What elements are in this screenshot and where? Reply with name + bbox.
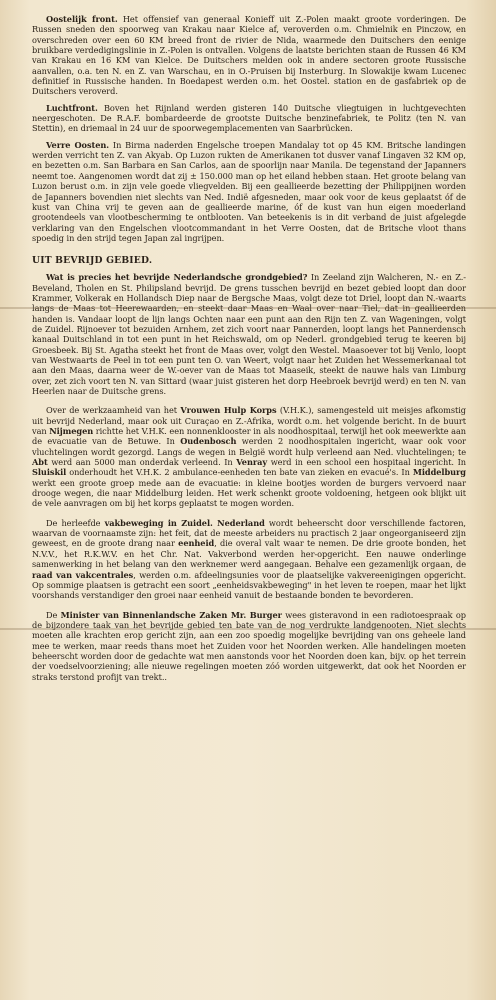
bold-phrase: Oudenbosch <box>180 436 237 447</box>
bold-phrase: Middelburg <box>412 467 466 478</box>
bold-phrase: Abt <box>32 457 48 468</box>
text-run: , werden o.m. afdeelingsunies voor de plaatselijke vakvereenigingen opgericht. Op sommige plaatsen is getracht een soort „eenheidsvakbeweging" in het leven te roepen, maar het lijkt voorshands verstandiger den groei naar eenheid vanuit de bestaande bonden te bevorderen. <box>32 569 466 601</box>
text-run: werd aan 5000 man onderdak verleend. In <box>47 457 237 468</box>
paragraph <box>32 405 466 508</box>
article-body <box>32 14 466 682</box>
text-run: De herleefde <box>46 517 105 528</box>
text-run: richtte het V.H.K. een nonnenklooster in als noodhospitaal, terwijl het ook meewerkte aan de evacuatie van de Betuwe. In <box>32 426 467 447</box>
paper-fold-line <box>0 307 496 309</box>
bold-phrase: Wat is precies het bevrijde Nederlandsche grondgebied? <box>46 272 308 283</box>
text-run: Over de werkzaamheid van het <box>46 405 181 416</box>
text-run: (V.H.K.), samengesteld uit meisjes afkomstig uit bevrijd Nederland, maar ook uit Curaçao en Z.-Afrika, wordt o.m. het volgende bericht. In de buurt van <box>32 405 466 437</box>
paragraph <box>32 610 466 682</box>
paragraph <box>32 103 466 134</box>
paragraph <box>32 140 466 243</box>
bold-phrase: eenheid <box>178 538 215 549</box>
text-run: wordt beheerscht door verschillende factoren, waarvan de voornaamste zijn: het feit, dat de meeste arbeiders nu practisch 2 jaar ongeorganiseerd zijn geweest, en de groote drang naar <box>32 517 466 549</box>
text-run: In Birma naderden Engelsche troepen Mandalay tot op 45 KM. Britsche landingen werden verricht ten Z. van Akyab. Op Luzon rukten de Amerikanen tot dusver vanaf Lingaven 32 KM op, en bezetten o.m. San Barbara en San Carlos, aan de spoorlijn naar Manila. De tegenstand der Japanners neemt toe. Aangenomen wordt dat zij ± 150.000 man op het eiland hebben staan. Het groote belang van Luzon berust o.m. in zijn vele goede vliegvelden. Bij een geallieerde bezetting der Philippijnen worden de Japanners bovendien niet slechts van Ned. Indië afgesneden, maar ook voor de keus geplaatst óf de kust van China vrij te geven aan de geallieerde marine, óf de kust van hun eigen moederland grootendeels van vlootbescherming te ontblooten. Van beteekenis is in dit verband de juist afgelegde verklaring van den Engelschen vlootcommandant in het Verre Oosten, dat de Britsche vloot thans spoedig in den strijd tegen Japan zal ingrijpen. <box>32 139 466 243</box>
bold-phrase: Sluiskil <box>32 467 67 478</box>
section-heading: UIT BEVRIJD GEBIED. <box>32 255 153 267</box>
bold-phrase: Verre Oosten. <box>46 139 110 150</box>
text-run: , die overal valt waar te nemen. De drie groote bonden, het N.V.V., het R.K.W.V. en het Chr. Nat. Vakverbond werden her-opgericht. Een nauwe onderlinge samenwerking in het belang van den werknemer werd aangegaan. Behalve een gezamenlijk orgaan, de <box>32 538 466 570</box>
bold-phrase: Oostelijk front. <box>46 14 118 24</box>
bold-phrase: Vrouwen Hulp Korps <box>180 405 277 416</box>
paper-fold-line <box>0 628 496 630</box>
paragraph <box>32 14 466 97</box>
paragraph <box>32 518 466 601</box>
paragraph <box>32 272 466 396</box>
text-run: werd in een school een hospitaal ingericht. In <box>267 457 466 468</box>
bold-phrase: Nijmegen <box>49 426 94 437</box>
text-run: werden 2 noodhospitalen ingericht, waar ook voor vluchtelingen wordt gezorgd. Langs de wegen in België wordt hulp verleend aan Ned. vluchtelingen; te <box>32 436 466 457</box>
text-run: De <box>46 609 61 620</box>
text-run: werkt een groote groep mede aan de evacuatie: in kleine bootjes worden de burgers vervoerd naar droogе wegen, die naar Middelburg leiden. Het werk schenkt groote voldoening, hetgeen ook blijkt uit de vele aanvragen om bij het korps geplaatst te mogen worden. <box>32 477 466 509</box>
text-run: Boven het Rijnland werden gisteren 140 Duitsche vliegtuigen in luchtgevechten neergeschoten. De R.A.F. bombardeerde de grootste Duitsche benzinefabriek, te Politz (ten N. van Stettin), en driemaal in 24 uur de spoorwegemplacementen van Saarbrücken. <box>32 102 466 134</box>
bold-phrase: Minister van Binnenlandsche Zaken Mr. Burger <box>60 609 282 620</box>
text-run: wees gisteravond in een radiotoespraak op de bijzondere taak van het bevrijde gebied ten bate van de nog verdrukte landgenooten. Niet slechts moeten alle krachten erop gericht zijn, aan een zoo spoedig mogelijke bevrijding van ons geheele land mee te werken, maar reeds thans moet het Zuiden voor het Noorden werken. Alle handelingen moeten beheerscht worden door de gedachte wat men aanstonds voor het Noorden doen kan, bijv. op het terrein der voedselvoorziening; alle nieuwe regelingen moeten zóó worden uitgewerkt, dat ook het Noorden er straks terstond profijt van trekt.. <box>32 609 466 682</box>
bold-phrase: Venray <box>236 457 268 468</box>
bold-phrase: raad van vakcentrales <box>32 569 134 580</box>
text-run: onderhoudt het V.H.K. 2 ambulance-eenheden ten bate van zieken en evacué's. In <box>66 467 413 478</box>
bold-phrase: Luchtfront. <box>46 102 98 113</box>
text-run: In Zeeland zijn Walcheren, N.- en Z.-Beveland, Tholen en St. Philipsland bevrijd. De grens tusschen bevrijd en bezet gebied loopt dan door Krammer, Volkerak en Hollandsch Diep naar de Bergsche Maas, volgt deze tot Driel, loopt dan N.-waarts langs de Maas tot Heerewaarden, en steekt daar Maas en Waal over naar Tiel, dat in geallieerden handen is. Vandaar loopt de lijn langs Ochten naar een punt aan den Rijn ten Z. van Wageningen, volgt de Zuidel. Rijnoever tot bezuiden Arnhem, zet zich voort naar Pannerden, loopt langs het Pannerdensch kanaal Duitschland in tot een punt in het Reichswald, om op Nederl. grondgebied terug te keeren bij Groesbeek. Bij St. Agatha steekt het front de Maas over, volgt den Westel. Maasoever tot bij Venlo, loopt van Westwaarts de Peel in tot een punt ten O. van Weert, volgt naar het Zuiden het Wessemerkanaal tot aan den Maas, daarna weer de W.-oever van de Maas tot Maaseik, steekt de nauwe hals van Limburg over, zet zich voort ten N. van Sittard (waar juist gisteren het dorp Heebroek bevrijd werd) en ten N. van Heerlen naar de Duitsche grens. <box>32 272 466 396</box>
text-run: Het offensief van generaal Konieff uit Z.-Polen maakt groote vorderingen. De Russen sneden den spoorweg van Krakau naar Kielce af, veroverden o.m. Chmielnik en Pinczow, en overschreden over een 60 KM breed front de rivier de Nida, waarmede den Duitschers den eenige bruikbare verdedigingslinie in Z.-Polen is ontvallen. Volgens de laatste berichten staan de Russen 46 KM van Krakau en 16 KM van Kielce. De Duitschers melden ook in andere sectoren groote Russische aanvallen, o.a. ten N. en Z. van Warschau, en in O.-Pruisen bij Insterburg. In Slowakije kwam Lucenec definitief in Russische handen. In Boedapest werden o.m. het Oostel. station en de gasfabriek op de Duitschers veroverd. <box>32 14 466 97</box>
bold-phrase: vakbeweging in Zuidel. Nederland <box>104 517 265 528</box>
